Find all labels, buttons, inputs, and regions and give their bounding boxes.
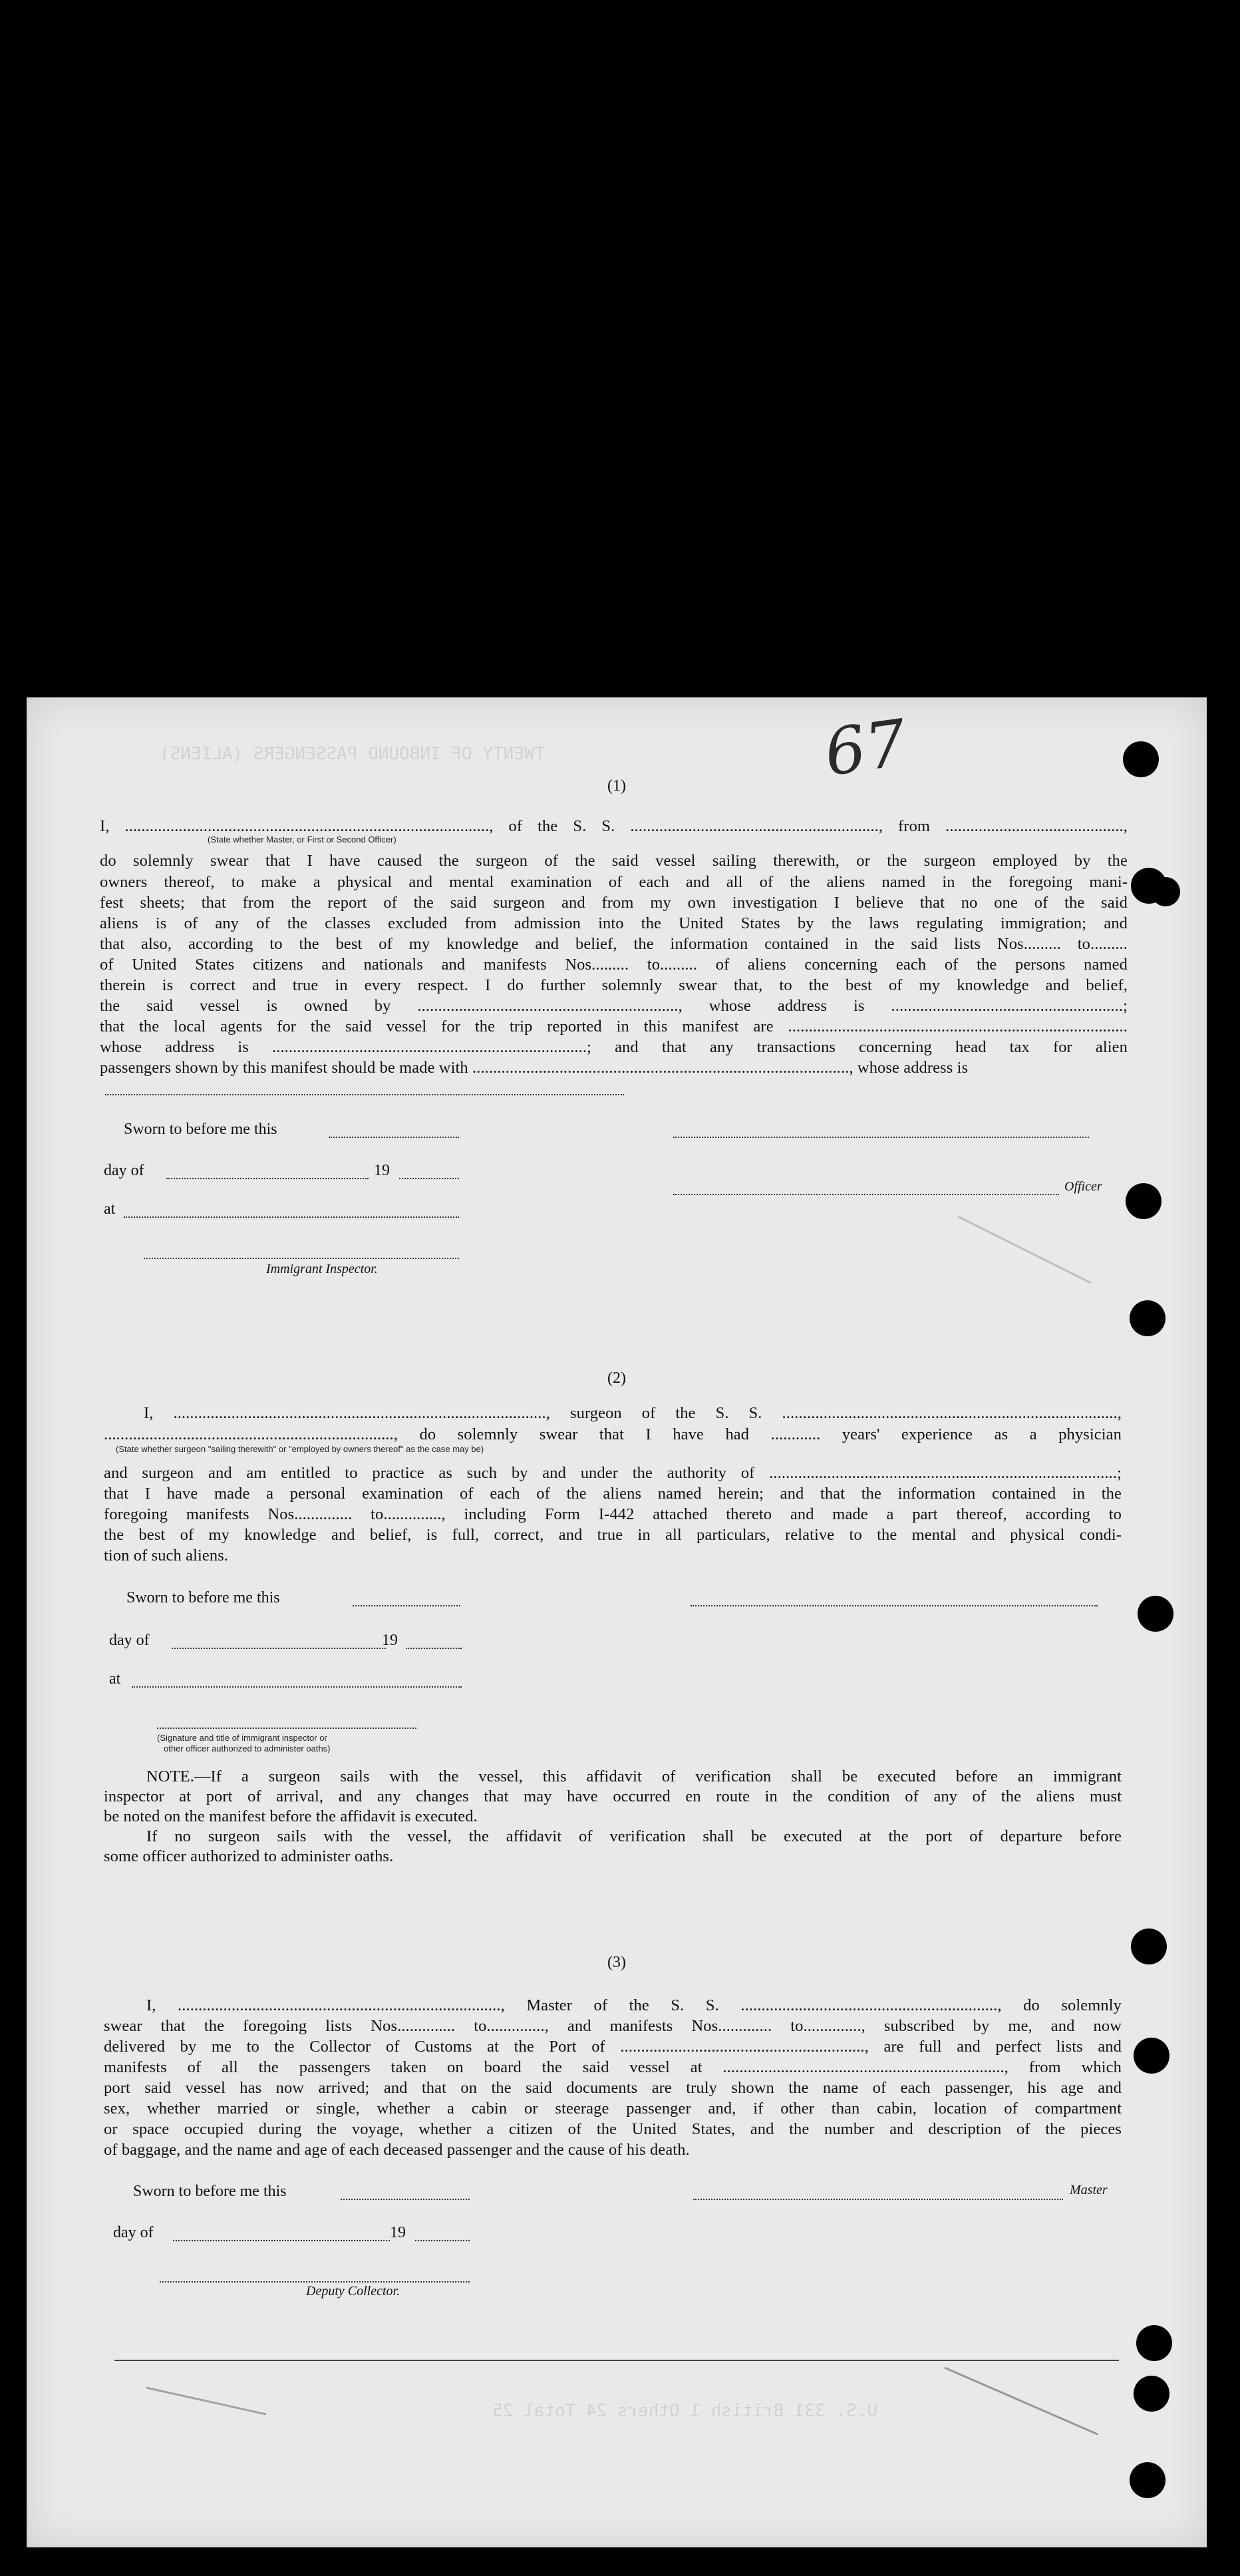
section-3-number: (3) xyxy=(607,1954,626,1971)
binder-hole xyxy=(1151,877,1180,906)
section-2-signer-caption: other officer authorized to administer oaths) xyxy=(164,1744,331,1753)
section-2-at-label: at xyxy=(109,1670,121,1688)
sworn-date-blank xyxy=(329,1137,459,1138)
note-line: be noted on the manifest before the affidavit is executed. xyxy=(104,1807,478,1825)
note-line: inspector at port of arrival, and any changes that may have occurred en route in the condition of any of the aliens must xyxy=(104,1787,1122,1805)
section-2-signer-caption: (Signature and title of immigrant inspector or xyxy=(157,1733,327,1743)
binder-hole xyxy=(1134,2038,1169,2074)
section-1-year-label: 19 xyxy=(374,1162,390,1179)
binder-hole xyxy=(1130,2462,1165,2498)
section-3-line: port said vessel has now arrived; and that on the said documents are truly shown the name of each passenger, his age and xyxy=(104,2079,1122,2097)
section-2-number: (2) xyxy=(607,1370,626,1387)
section-1-line: of United States citizens and nationals and manifests Nos......... to......... of aliens concerning each of the persons named xyxy=(100,956,1128,974)
section-2-line: that I have made a personal examination of each of the aliens named herein; and that the information contained in the xyxy=(104,1485,1122,1503)
officer-signature-blank xyxy=(673,1137,1089,1138)
section-3-signer-title: Deputy Collector. xyxy=(306,2284,400,2299)
section-3-line: manifests of all the passengers taken on board the said vessel at ...................................................................., from which xyxy=(104,2058,1122,2076)
section-3-master-title: Master xyxy=(1070,2183,1108,2197)
bleed-through-text: U.S. 331 British 1 Others 24 Total 25 xyxy=(492,2401,878,2421)
section-1-line: that the local agents for the said vessel for the trip reported in this manifest are .................................................................................. xyxy=(100,1017,1128,1035)
section-1-at-label: at xyxy=(104,1200,116,1218)
section-2-line: I, .........................................................................................., surgeon of the S. S. ................................................................................., xyxy=(144,1404,1122,1422)
binder-hole xyxy=(1130,1300,1165,1336)
section-2-line: foregoing manifests Nos.............. to.............., including Form I-442 attached thereto and made a part thereof, according to xyxy=(104,1505,1122,1523)
section-2-line: tion of such aliens. xyxy=(104,1547,229,1564)
section-3-line: of baggage, and the name and age of each deceased passenger and the cause of his death. xyxy=(104,2141,690,2159)
binder-hole xyxy=(1138,1596,1173,1632)
section-1-day-label: day of xyxy=(104,1162,144,1179)
section-1-line: aliens is of any of the classes excluded from admission into the United States by the laws regulating immigration; and xyxy=(100,914,1128,932)
section-3-line: sex, whether married or single, whether a cabin or steerage passenger and, if other than cabin, location of compartment xyxy=(104,2100,1122,2117)
day-blank xyxy=(173,2240,390,2241)
section-1-line: therein is correct and true in every respect. I do further solemnly swear that, to the best of my knowledge and belief, xyxy=(100,976,1128,994)
section-2-caption: (State whether surgeon "sailing therewith" or "employed by owners thereof" as the case may be) xyxy=(116,1444,484,1454)
section-1-line: do solemnly swear that I have caused the surgeon of the said vessel sailing therewith, or the surgeon employed by the xyxy=(100,852,1128,870)
at-blank xyxy=(124,1216,459,1218)
inspector-signature-blank xyxy=(157,1728,416,1729)
section-3-line: delivered by me to the Collector of Customs at the Port of ..........................................................., are full and perfect lists and xyxy=(104,2038,1122,2056)
day-blank xyxy=(172,1648,386,1649)
officer-blank xyxy=(673,1194,1059,1195)
form-sheet xyxy=(27,697,1207,2547)
note-line: NOTE.—If a surgeon sails with the vessel, this affidavit of verification shall be executed before an immigrant xyxy=(146,1767,1122,1785)
year-blank xyxy=(399,1178,459,1179)
sworn-date-blank xyxy=(353,1605,460,1606)
section-1-line: owners thereof, to make a physical and mental examination of each and all of the aliens named in the foregoing mani- xyxy=(100,873,1128,891)
section-3-day-label: day of xyxy=(113,2224,154,2241)
note-line: some officer authorized to administer oaths. xyxy=(104,1847,394,1865)
binder-hole xyxy=(1134,2376,1169,2412)
surgeon-signature-blank xyxy=(691,1605,1098,1606)
section-1-line: whose address is ............................................................................; and that any transactions concerning head tax for alien xyxy=(100,1038,1128,1056)
year-blank xyxy=(415,2240,470,2241)
inspector-signature-blank xyxy=(144,1258,459,1259)
section-1-sworn-label: Sworn to before me this xyxy=(124,1121,277,1138)
section-1-line: the said vessel is owned by ..............................................................., whose address is ........................................................; xyxy=(100,997,1128,1015)
section-3-year-label: 19 xyxy=(390,2224,406,2241)
section-3-line: swear that the foregoing lists Nos.............. to.............., and manifests Nos............. to.............., subscribed by me, and now xyxy=(104,2017,1122,2035)
section-1-officer-title: Officer xyxy=(1064,1179,1102,1194)
master-signature-blank xyxy=(693,2199,1063,2200)
binder-hole xyxy=(1123,741,1159,777)
section-1-line: passengers shown by this manifest should be made with ..........................................................................................., whose address is xyxy=(100,1059,969,1077)
section-3-line: or space occupied during the voyage, whether a citizen of the United States, and the number and description of the pieces xyxy=(104,2120,1122,2138)
section-2-line: and surgeon and am entitled to practice as such by and under the authority of ....................................................................................; xyxy=(104,1464,1122,1482)
section-1-signer-title: Immigrant Inspector. xyxy=(266,1262,378,1276)
section-2-sworn-label: Sworn to before me this xyxy=(126,1589,280,1606)
sworn-date-blank xyxy=(341,2199,470,2200)
bottom-rule xyxy=(114,2360,1119,2361)
section-3-line: I, .............................................................................., Master of the S. S. .............................................................., do solemnly xyxy=(146,1996,1122,2014)
bleed-through-text: TWENTY OF INBOUND PASSENGERS (ALIENS) xyxy=(160,744,545,764)
section-1-line: fest sheets; that from the report of the said surgeon and from my own investigation I believe that no one of the said xyxy=(100,894,1128,912)
section-1-number: (1) xyxy=(607,777,626,795)
binder-hole xyxy=(1126,1183,1162,1219)
year-blank xyxy=(406,1648,462,1649)
section-1-line: that also, according to the best of my knowledge and belief, the information contained in the said lists Nos......... to......... xyxy=(100,935,1128,953)
binder-hole xyxy=(1136,2325,1172,2361)
section-3-sworn-label: Sworn to before me this xyxy=(133,2183,287,2200)
address-blank xyxy=(105,1094,624,1095)
section-2-year-label: 19 xyxy=(382,1632,398,1649)
section-1-line: I, ........................................................................................, of the S. S. ............................................................, from ..........................................., xyxy=(100,817,1128,835)
note-line: If no surgeon sails with the vessel, the affidavit of verification shall be executed at the port of departure before xyxy=(146,1827,1122,1845)
collector-signature-blank xyxy=(160,2281,470,2283)
day-blank xyxy=(166,1178,369,1179)
handwritten-page-number: 67 xyxy=(820,705,911,791)
at-blank xyxy=(132,1686,462,1688)
section-2-line: the best of my knowledge and belief, is full, correct, and true in all particulars, relative to the mental and physical condi- xyxy=(104,1526,1122,1544)
section-2-day-label: day of xyxy=(109,1632,150,1649)
section-1-caption: (State whether Master, or First or Second Officer) xyxy=(208,834,396,844)
section-2-line: ......................................................................, do solemnly swear that I have had ............ years' experience as a physician xyxy=(104,1425,1122,1443)
